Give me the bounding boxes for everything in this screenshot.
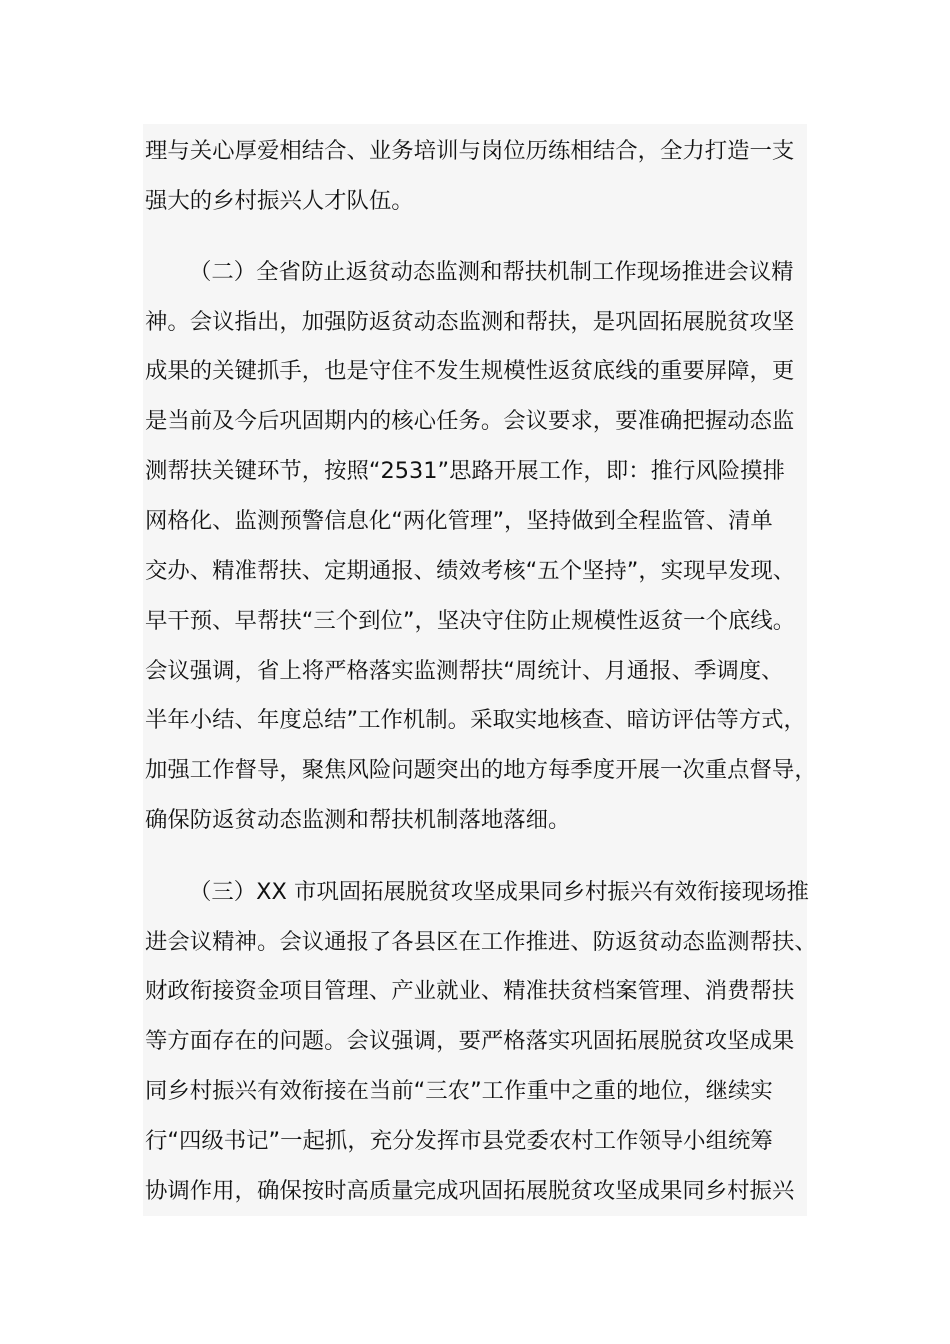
body-text-line: 强大的乡村振兴人才队伍。 bbox=[145, 188, 414, 214]
body-text-line: 早干预、早帮扶“三个到位”，坚决守住防止规模性返贫一个底线。 bbox=[145, 608, 796, 634]
body-text-line: 交办、精准帮扶、定期通报、绩效考核“五个坚持”，实现早发现、 bbox=[145, 558, 796, 584]
body-text-line: 半年小结、年度总结”工作机制。采取实地核查、暗访评估等方式， bbox=[145, 707, 806, 733]
body-text-line: 理与关心厚爱相结合、业务培训与岗位历练相结合，全力打造一支 bbox=[145, 138, 795, 164]
body-text-line: 行“四级书记”一起抓，充分发挥市县党委农村工作领导小组统筹 bbox=[145, 1128, 773, 1154]
body-text-line: 神。会议指出，加强防返贫动态监测和帮扶，是巩固拓展脱贫攻坚 bbox=[145, 309, 795, 335]
section-heading-2: （二）全省防止返贫动态监测和帮扶机制工作现场推进会议精 bbox=[189, 259, 794, 285]
body-text-line: 测帮扶关键环节，按照“2531”思路开展工作，即：推行风险摸排 bbox=[145, 458, 785, 484]
body-text-line: 协调作用，确保按时高质量完成巩固拓展脱贫攻坚成果同乡村振兴 bbox=[145, 1178, 795, 1204]
body-text-line: 是当前及今后巩固期内的核心任务。会议要求，要准确把握动态监 bbox=[145, 408, 795, 434]
body-text-line: 确保防返贫动态监测和帮扶机制落地落细。 bbox=[145, 807, 571, 833]
body-text-line: 等方面存在的问题。会议强调，要严格落实巩固拓展脱贫攻坚成果 bbox=[145, 1028, 795, 1054]
body-text-line: 会议强调，省上将严格落实监测帮扶“周统计、月通报、季调度、 bbox=[145, 658, 784, 684]
body-text-line: 网格化、监测预警信息化“两化管理”，坚持做到全程监管、清单 bbox=[145, 508, 773, 534]
body-text-line: 成果的关键抓手，也是守住不发生规模性返贫底线的重要屏障，更 bbox=[145, 358, 795, 384]
section-heading-3: （三）XX 市巩固拓展脱贫攻坚成果同乡村振兴有效衔接现场推 bbox=[189, 879, 809, 905]
body-text-line: 财政衔接资金项目管理、产业就业、精准扶贫档案管理、消费帮扶 bbox=[145, 978, 795, 1004]
body-text-line: 加强工作督导，聚焦风险问题突出的地方每季度开展一次重点督导， bbox=[145, 757, 817, 783]
body-text-line: 进会议精神。会议通报了各县区在工作推进、防返贫动态监测帮扶、 bbox=[145, 929, 817, 955]
body-text-line: 同乡村振兴有效衔接在当前“三农”工作重中之重的地位，继续实 bbox=[145, 1078, 773, 1104]
